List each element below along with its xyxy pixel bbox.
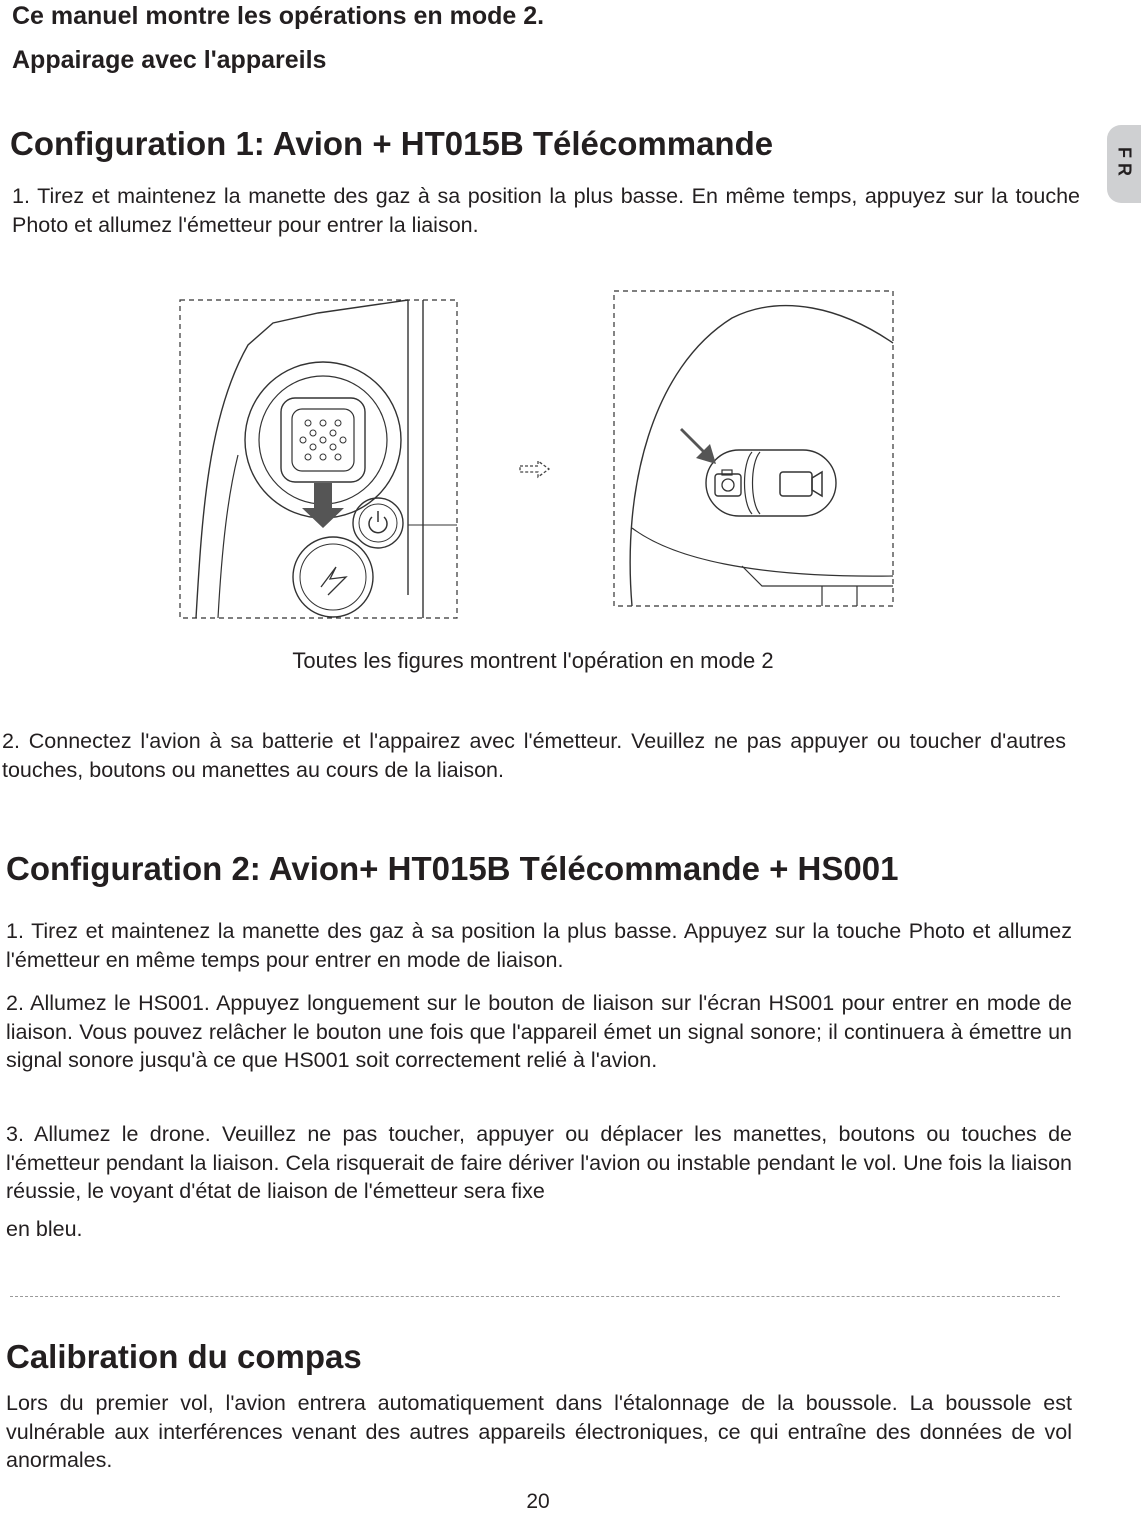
config1-step1: 1. Tirez et maintenez la manette des gaz à sa position la plus basse. En même temps, appuyez sur la touche Photo et allumez l'émetteur pour entrer la liaison. — [12, 184, 1080, 237]
section-divider — [10, 1296, 1060, 1297]
language-tab-label: FR — [1114, 147, 1135, 181]
pairing-title: Appairage avec l'appareils — [12, 46, 327, 74]
compass-title: Calibration du compas — [6, 1338, 362, 1375]
config2-title: Configuration 2: Avion+ HT015B Télécommande + HS001 — [6, 850, 899, 887]
mode-note: Ce manuel montre les opérations en mode 2. — [12, 2, 545, 30]
config2-step1: 1. Tirez et maintenez la manette des gaz à sa position la plus basse. Appuyez sur la touche Photo et allumez l'émetteur en même temps pour entrer en mode de liaison. — [6, 919, 1072, 972]
language-tab — [1107, 125, 1141, 203]
compass-body: Lors du premier vol, l'avion entrera automatiquement dans l'étalonnage de la boussole. La boussole est vulnérable aux interférences venant des autres appareils électroniques, ce qui entraîne des données de vol anormales. — [6, 1391, 1072, 1472]
config2-step3-end: en bleu. — [6, 1217, 83, 1241]
figure-caption: Toutes les figures montrent l'opération en mode 2 — [292, 648, 774, 673]
config2-step2: 2. Allumez le HS001. Appuyez longuement sur le bouton de liaison sur l'écran HS001 pour entrer en mode de liaison. Vous pouvez relâcher le bouton une fois que l'appareil émet un signal sonore; il continuera à émettre un signal sonore jusqu'à ce que HS001 soit correctement relié à l'avion. — [6, 991, 1072, 1072]
controller-joystick-figure — [178, 295, 463, 621]
config1-title: Configuration 1: Avion + HT015B Télécommande — [10, 125, 774, 162]
page-number: 20 — [526, 1490, 550, 1513]
next-step-arrow-icon — [518, 458, 552, 480]
config1-step2: 2. Connectez l'avion à sa batterie et l'appairez avec l'émetteur. Veuillez ne pas appuyer ou toucher d'autres touches, boutons ou manettes au cours de la liaison. — [2, 729, 1066, 782]
controller-photo-button-figure — [612, 288, 896, 609]
config2-step3: 3. Allumez le drone. Veuillez ne pas toucher, appuyer ou déplacer les manettes, boutons ou touches de l'émetteur pendant la liaison. Cela risquerait de faire dériver l'avion ou instable pendant le vol. Une fois la liaison réussie, le voyant d'état de liaison de l'émetteur sera fixe — [6, 1122, 1072, 1203]
